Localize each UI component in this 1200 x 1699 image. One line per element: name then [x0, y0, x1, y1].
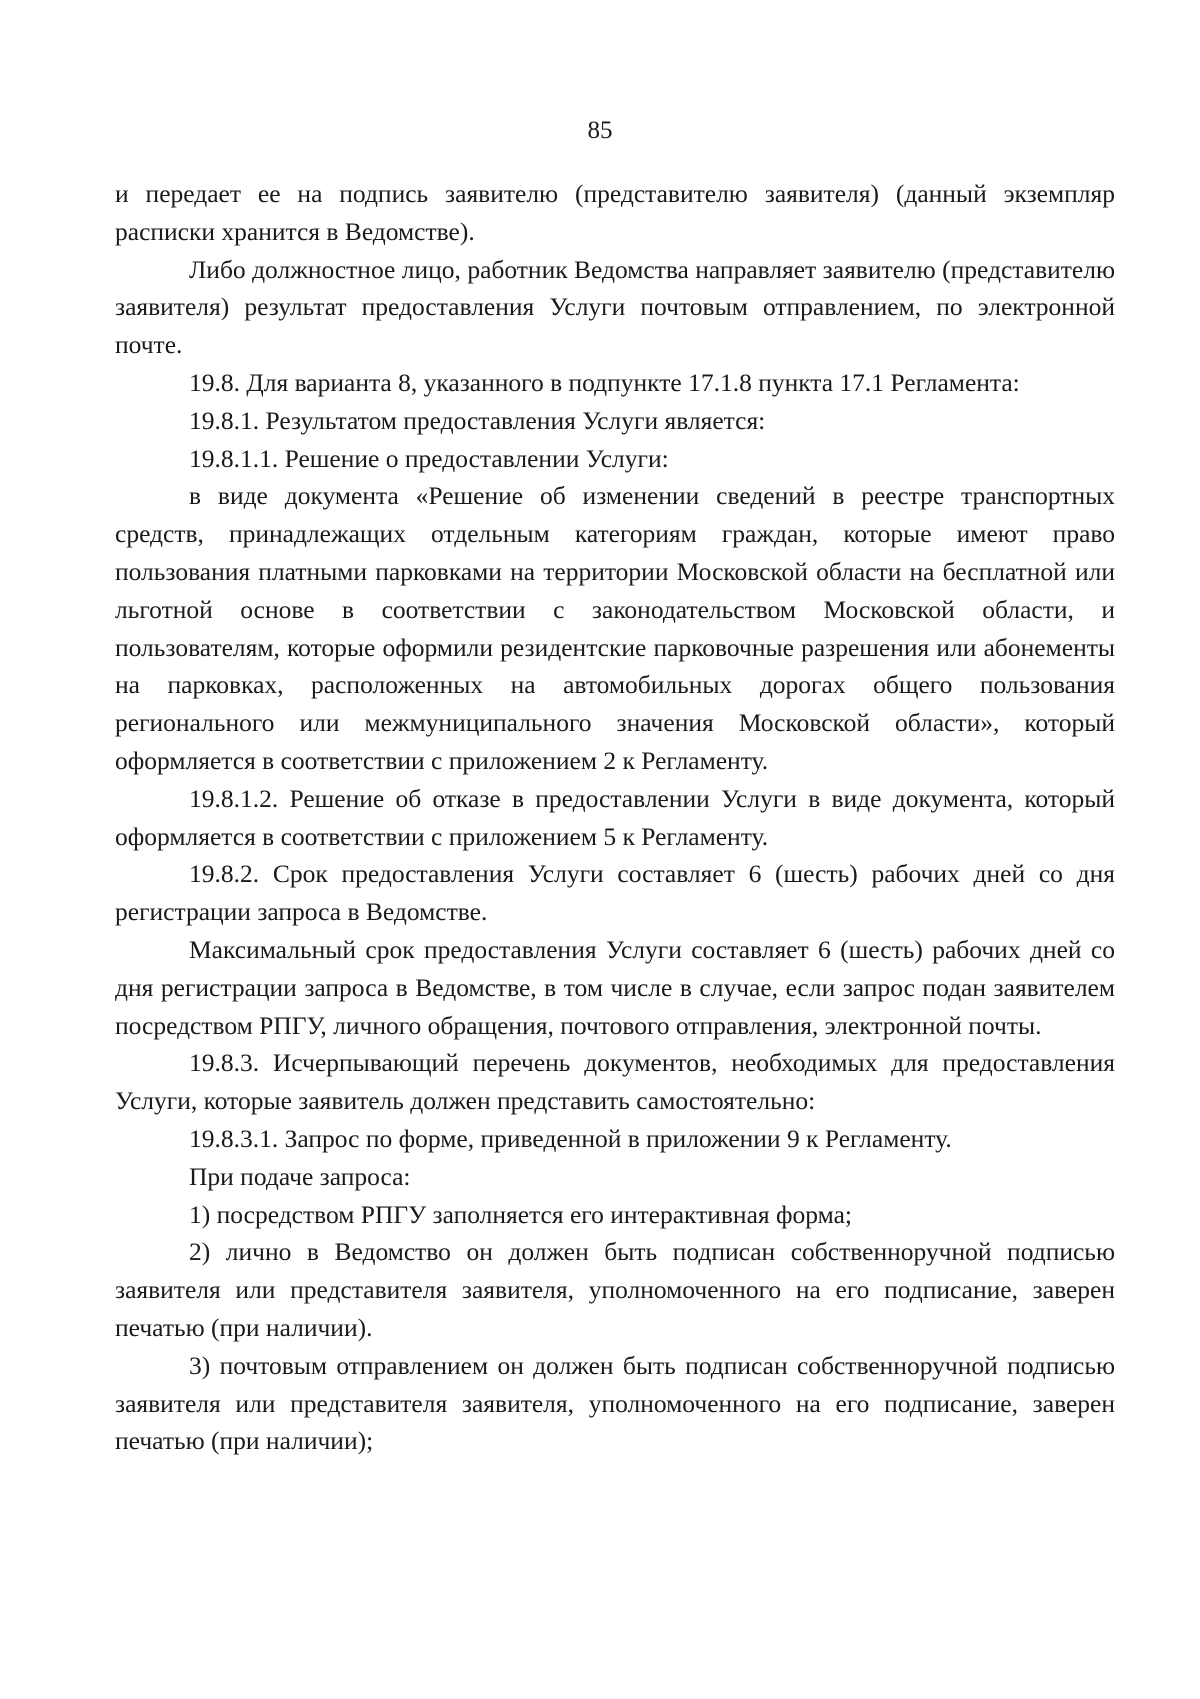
paragraph-19-8-2: 19.8.2. Срок предоставления Услуги составляет 6 (шесть) рабочих дней со дня регистрации запроса в Ведомстве.	[115, 859, 1115, 927]
paragraph-19-8-3: 19.8.3. Исчерпывающий перечень документов, необходимых для предоставления Услуги, которые заявитель должен представить самостоятельно:	[115, 1048, 1115, 1116]
paragraph-delivery-method: Либо должностное лицо, работник Ведомства направляет заявителю (представителю заявителя) результат предоставления Услуги почтовым отправлением, по электронной почте.	[115, 254, 1115, 360]
paragraph-19-8: 19.8. Для варианта 8, указанного в подпункте 17.1.8 пункта 17.1 Регламента:	[189, 367, 1020, 397]
paragraph-continuation: и передает ее на подпись заявителю (представителю заявителя) (данный экземпляр расписки хранится в Ведомстве).	[115, 179, 1115, 246]
list-item-3: 3) почтовым отправлением он должен быть подписан собственноручной подписью заявителя или представителя заявителя, уполномоченного на его подписание, заверен печатью (при наличии);	[115, 1350, 1115, 1456]
page-number: 85	[587, 117, 613, 144]
paragraph-19-8-1-1: 19.8.1.1. Решение о предоставлении Услуги:	[189, 443, 669, 473]
list-item-1: 1) посредством РПГУ заполняется его интерактивная форма;	[189, 1199, 852, 1229]
paragraph-19-8-1-2: 19.8.1.2. Решение об отказе в предоставлении Услуги в виде документа, который оформляется в соответствии с приложением 5 к Регламенту.	[115, 783, 1115, 851]
document-body	[115, 175, 1115, 1460]
paragraph-decision-document: в виде документа «Решение об изменении сведений в реестре транспортных средств, принадлежащих отдельным категориям граждан, которые имеют право пользования платными парковками на территории Московской области на бесплатной или льготной основе в соответствии с законодательством Московской области, и пользователям, которые оформили резидентские парковочные разрешения или абонементы на парковках, расположенных на автомобильных дорогах общего пользования регионального или межмуниципального значения Московской области», который оформляется в соответствии с приложением 2 к Регламенту.	[115, 481, 1115, 775]
paragraph-19-8-1: 19.8.1. Результатом предоставления Услуги является:	[189, 405, 766, 435]
paragraph-submission-heading: При подаче запроса:	[189, 1161, 411, 1191]
list-item-2: 2) лично в Ведомство он должен быть подписан собственноручной подписью заявителя или представителя заявителя, уполномоченного на его подписание, заверен печатью (при наличии).	[115, 1237, 1115, 1342]
paragraph-max-term: Максимальный срок предоставления Услуги составляет 6 (шесть) рабочих дней со дня регистрации запроса в Ведомстве, в том числе в случае, если запрос подан заявителем посредством РПГУ, личного обращения, почтового отправления, электронной почты.	[115, 934, 1115, 1040]
paragraph-19-8-3-1: 19.8.3.1. Запрос по форме, приведенной в приложении 9 к Регламенту.	[189, 1123, 952, 1153]
